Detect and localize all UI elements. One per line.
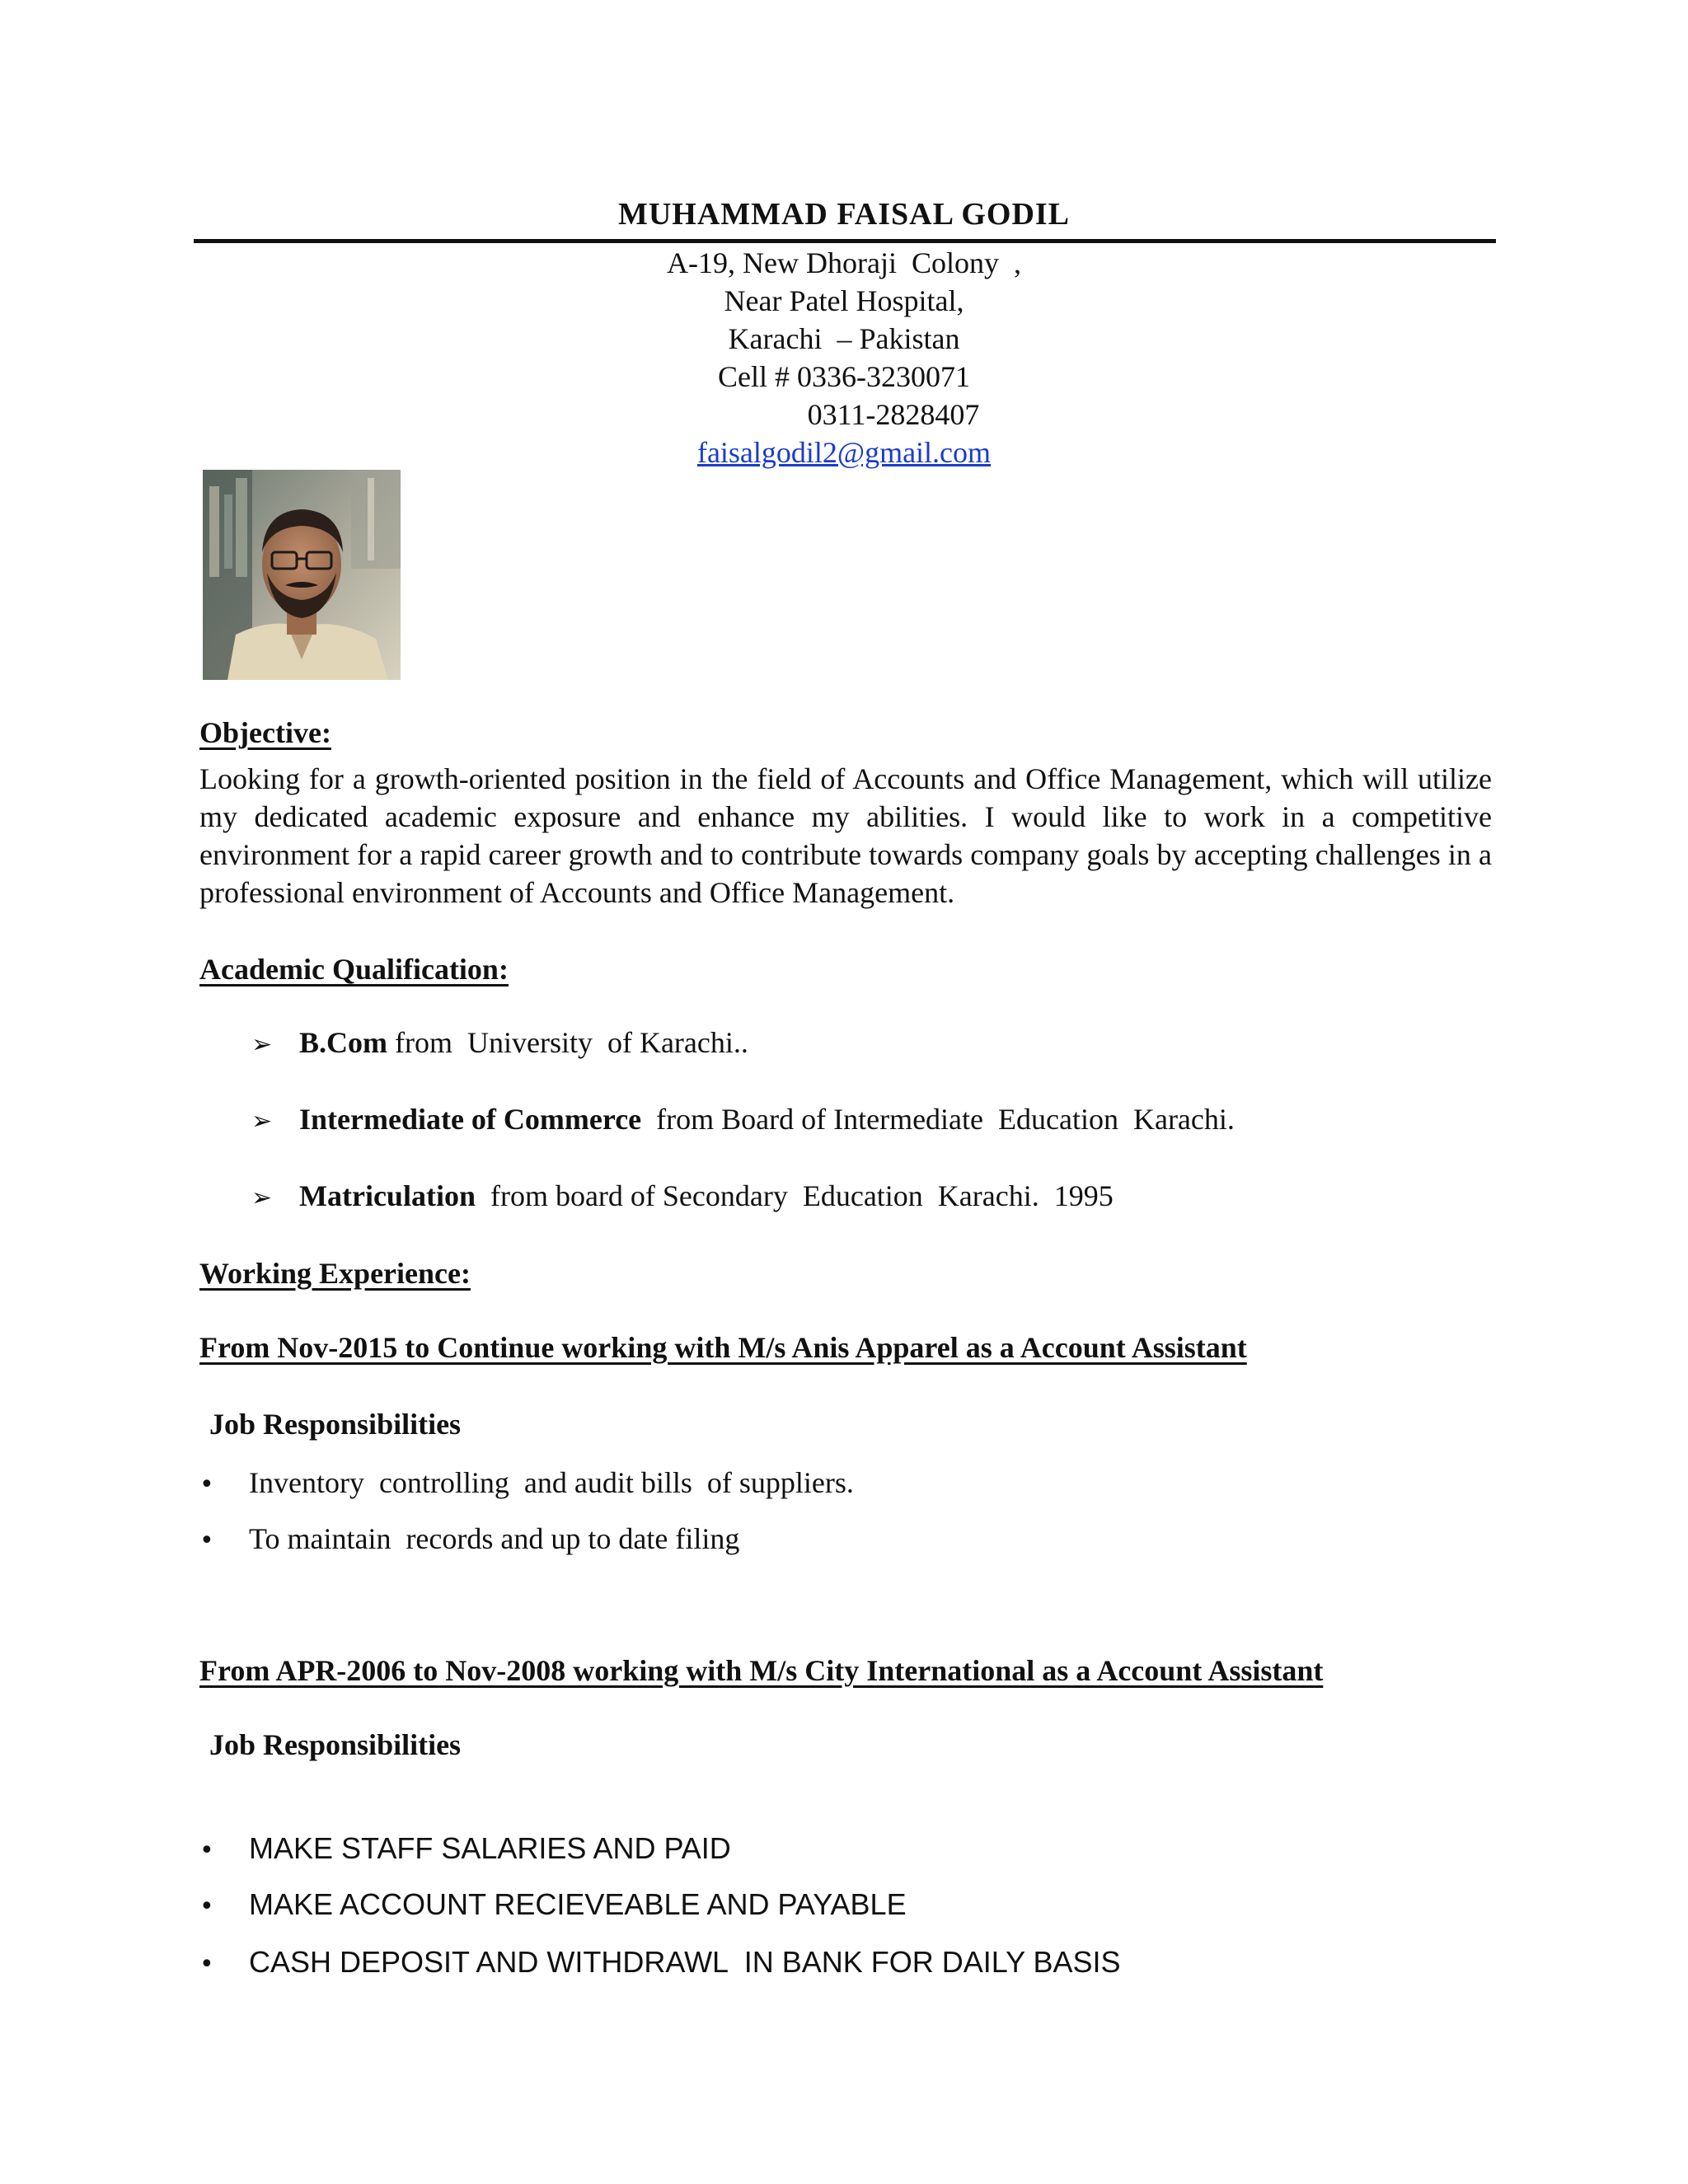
arrow-bullet-icon: ➢ (251, 1107, 273, 1136)
academic-item (251, 1179, 1114, 1213)
job-title: From APR-2006 to Nov-2008 working with M/s City International as a Account Assistant (199, 1654, 1324, 1687)
responsibility-item (199, 1945, 1121, 1980)
contact-block (0, 244, 1688, 471)
objective-heading: Objective: (199, 716, 331, 749)
academic-heading: Academic Qualification: (199, 953, 509, 986)
responsibility-text: MAKE STAFF SALARIES AND PAID (249, 1831, 731, 1865)
academic-item (251, 1102, 1235, 1137)
email-link[interactable]: faisalgodil2@gmail.com (696, 436, 992, 469)
phone-line-2: 0311-2828407 (807, 398, 980, 431)
responsibility-item (199, 1887, 907, 1922)
responsibility-item (199, 1465, 854, 1500)
address-line-1: A-19, New Dhoraji Colony , (667, 246, 1021, 279)
arrow-bullet-icon: ➢ (251, 1030, 273, 1059)
objective-text: Looking for a growth-oriented position in the field of Accounts and Office Management, which will utilize my dedicated academic exposure and enhance my abilities. I would like to work in a competitive environment for a rapid career growth and to contribute towards company goals by accepting challenges in a professional environment of Accounts and Office Management. (199, 762, 1492, 909)
responsibilities-heading: Job Responsibilities (209, 1728, 462, 1761)
address-line-2: Near Patel Hospital, (724, 284, 964, 317)
header-divider (194, 239, 1496, 243)
candidate-name: MUHAMMAD FAISAL GODIL (617, 197, 1071, 232)
responsibility-text: Inventory controlling and audit bills of suppliers. (249, 1466, 854, 1499)
bullet-dot-icon: • (199, 1950, 214, 1979)
degree-detail: from board of Secondary Education Karachi. 1995 (475, 1179, 1114, 1212)
responsibility-text: CASH DEPOSIT AND WITHDRAWL IN BANK FOR DAILY BASIS (249, 1945, 1121, 1979)
responsibility-item (199, 1521, 739, 1556)
bullet-dot-icon: • (199, 1526, 214, 1555)
profile-photo (203, 470, 401, 680)
responsibilities-heading: Job Responsibilities (209, 1408, 462, 1441)
job-title: From Nov-2015 to Continue working with M/s Anis Apparel as a Account Assistant (199, 1331, 1247, 1364)
responsibility-item (199, 1831, 731, 1866)
bullet-dot-icon: • (199, 1836, 214, 1865)
academic-item (251, 1025, 748, 1060)
arrow-bullet-icon: ➢ (251, 1183, 273, 1212)
degree-name: B.Com (299, 1026, 387, 1059)
responsibility-text: MAKE ACCOUNT RECIEVEABLE AND PAYABLE (249, 1887, 907, 1921)
degree-name: Matriculation (299, 1179, 476, 1212)
degree-name: Intermediate of Commerce (299, 1103, 642, 1136)
address-line-3: Karachi – Pakistan (728, 322, 960, 355)
responsibility-text: To maintain records and up to date filing (249, 1522, 740, 1555)
bullet-dot-icon: • (199, 1892, 214, 1921)
experience-heading: Working Experience: (199, 1257, 471, 1290)
phone-line-1: Cell # 0336-3230071 (718, 360, 970, 393)
degree-detail: from Board of Intermediate Education Karachi. (641, 1103, 1235, 1136)
degree-detail: from University of Karachi.. (387, 1026, 748, 1059)
bullet-dot-icon: • (199, 1470, 214, 1499)
